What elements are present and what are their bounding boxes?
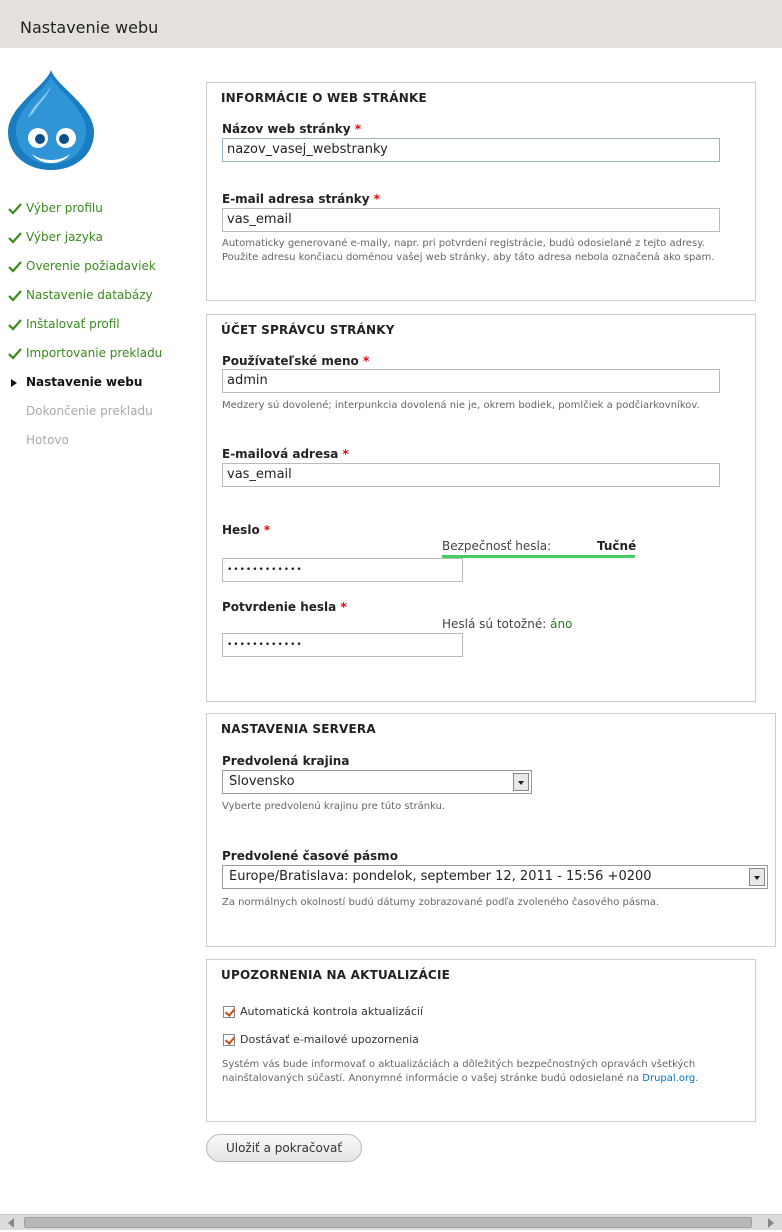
- password-input[interactable]: ••••••••••••: [222, 558, 463, 582]
- step-vyber-profilu: [8, 200, 162, 229]
- username-input[interactable]: admin: [222, 369, 720, 393]
- step-vyber-jazyka: [8, 229, 162, 258]
- step-overenie-poziadaviek: [8, 258, 162, 287]
- update-notifications-description: Systém vás bude informovať o aktualizáciách a dôležitých bezpečnostných opravách všetkých nainštalovaných súčastí. Anonymné informácie o vašej stránke budú odosielané na Drupal.org.: [222, 1059, 699, 1084]
- email-notify-checkbox[interactable]: [223, 1034, 235, 1046]
- checkmark-icon: [8, 231, 22, 245]
- site-email-label: E-mail adresa stránky *: [222, 192, 381, 206]
- admin-email-input[interactable]: vas_email: [222, 463, 720, 487]
- default-timezone-label: Predvolené časové pásmo: [222, 849, 398, 863]
- drupal-logo-icon: [4, 68, 98, 172]
- step-importovanie-prekladu: [8, 345, 162, 374]
- step-instalovat-profil: [8, 316, 162, 345]
- auto-update-check-label[interactable]: Automatická kontrola aktualizácií: [240, 1005, 424, 1018]
- username-label: Používateľské meno *: [222, 354, 370, 368]
- default-timezone-select[interactable]: [222, 865, 768, 889]
- site-info-fieldset: [206, 82, 756, 301]
- confirm-password-input[interactable]: ••••••••••••: [222, 633, 463, 657]
- confirm-password-label: Potvrdenie hesla *: [222, 600, 347, 614]
- step-label: Hotovo: [26, 433, 69, 447]
- username-description: Medzery sú dovolené; interpunkcia dovolená nie je, okrem bodiek, pomlčiek a podčiarkovníkov.: [222, 400, 700, 411]
- update-notifications-fieldset: [206, 959, 756, 1122]
- default-country-value: Slovensko: [229, 774, 295, 789]
- server-settings-fieldset: [206, 713, 776, 947]
- current-step-arrow-icon: [8, 376, 22, 390]
- scroll-right-arrow-icon[interactable]: [768, 1218, 774, 1228]
- step-hotovo: [8, 432, 162, 461]
- step-label: Dokončenie prekladu: [26, 404, 153, 418]
- dropdown-arrow-icon[interactable]: [749, 868, 765, 886]
- page-header: [0, 0, 782, 48]
- step-label: Výber jazyka: [26, 230, 103, 244]
- dropdown-arrow-icon[interactable]: [513, 773, 529, 791]
- checkmark-icon: [8, 347, 22, 361]
- step-dokoncenie-prekladu: [8, 403, 162, 432]
- step-nastavenie-webu: [8, 374, 162, 403]
- admin-account-fieldset: [206, 314, 756, 702]
- default-timezone-value: Europe/Bratislava: pondelok, september 12, 2011 - 15:56 +0200: [229, 869, 652, 884]
- site-email-input[interactable]: vas_email: [222, 208, 720, 232]
- email-notify-label[interactable]: Dostávať e-mailové upozornenia: [240, 1033, 419, 1046]
- password-label: Heslo *: [222, 523, 271, 537]
- default-country-label: Predvolená krajina: [222, 754, 350, 768]
- step-nastavenie-databazy: [8, 287, 162, 316]
- page-title: Nastavenie webu: [20, 18, 159, 37]
- site-email-description: Automaticky generované e-maily, napr. pri potvrdení registrácie, budú odosielané z tejto adresy. Použite adresu končiacu doménou vašej web stránky, aby táto adresa nebola označená ako spam.: [222, 238, 715, 263]
- site-info-legend: INFORMÁCIE O WEB STRÁNKE: [221, 91, 427, 105]
- step-label: Importovanie prekladu: [26, 346, 163, 360]
- password-strength-label: Bezpečnosť hesla:: [442, 539, 552, 553]
- step-label: Nastavenie databázy: [26, 288, 153, 302]
- checkmark-icon: [8, 289, 22, 303]
- update-notifications-legend: UPOZORNENIA NA AKTUALIZÁCIE: [221, 968, 451, 982]
- password-strength-bar: [442, 555, 635, 558]
- server-settings-legend: NASTAVENIA SERVERA: [221, 722, 376, 736]
- drupal-org-link[interactable]: Drupal.org: [642, 1073, 696, 1084]
- admin-account-legend: ÚČET SPRÁVCU STRÁNKY: [221, 323, 395, 337]
- install-steps: [8, 200, 162, 461]
- default-timezone-description: Za normálnych okolností budú dátumy zobrazované podľa zvoleného časového pásma.: [222, 897, 660, 908]
- password-strength-value: Tučné: [597, 539, 637, 553]
- checkmark-icon: [8, 260, 22, 274]
- default-country-select[interactable]: [222, 770, 532, 794]
- site-name-input[interactable]: nazov_vasej_webstranky: [222, 138, 720, 162]
- password-match-indicator: Heslá sú totožné: áno: [442, 617, 573, 631]
- horizontal-scrollbar[interactable]: [0, 1214, 782, 1230]
- admin-email-label: E-mailová adresa *: [222, 447, 349, 461]
- checkmark-icon: [8, 318, 22, 332]
- site-name-label: Názov web stránky *: [222, 122, 362, 136]
- default-country-description: Vyberte predvolenú krajinu pre túto stránku.: [222, 801, 446, 812]
- checkmark-icon: [8, 202, 22, 216]
- auto-update-check-checkbox[interactable]: [223, 1006, 235, 1018]
- step-label: Výber profilu: [26, 201, 103, 215]
- save-and-continue-button[interactable]: Uložiť a pokračovať: [206, 1134, 362, 1162]
- step-label: Overenie požiadaviek: [26, 259, 156, 273]
- step-label: Inštalovať profil: [26, 317, 120, 331]
- step-label: Nastavenie webu: [26, 375, 143, 389]
- scrollbar-thumb[interactable]: [24, 1217, 752, 1228]
- scroll-left-arrow-icon[interactable]: [8, 1218, 14, 1228]
